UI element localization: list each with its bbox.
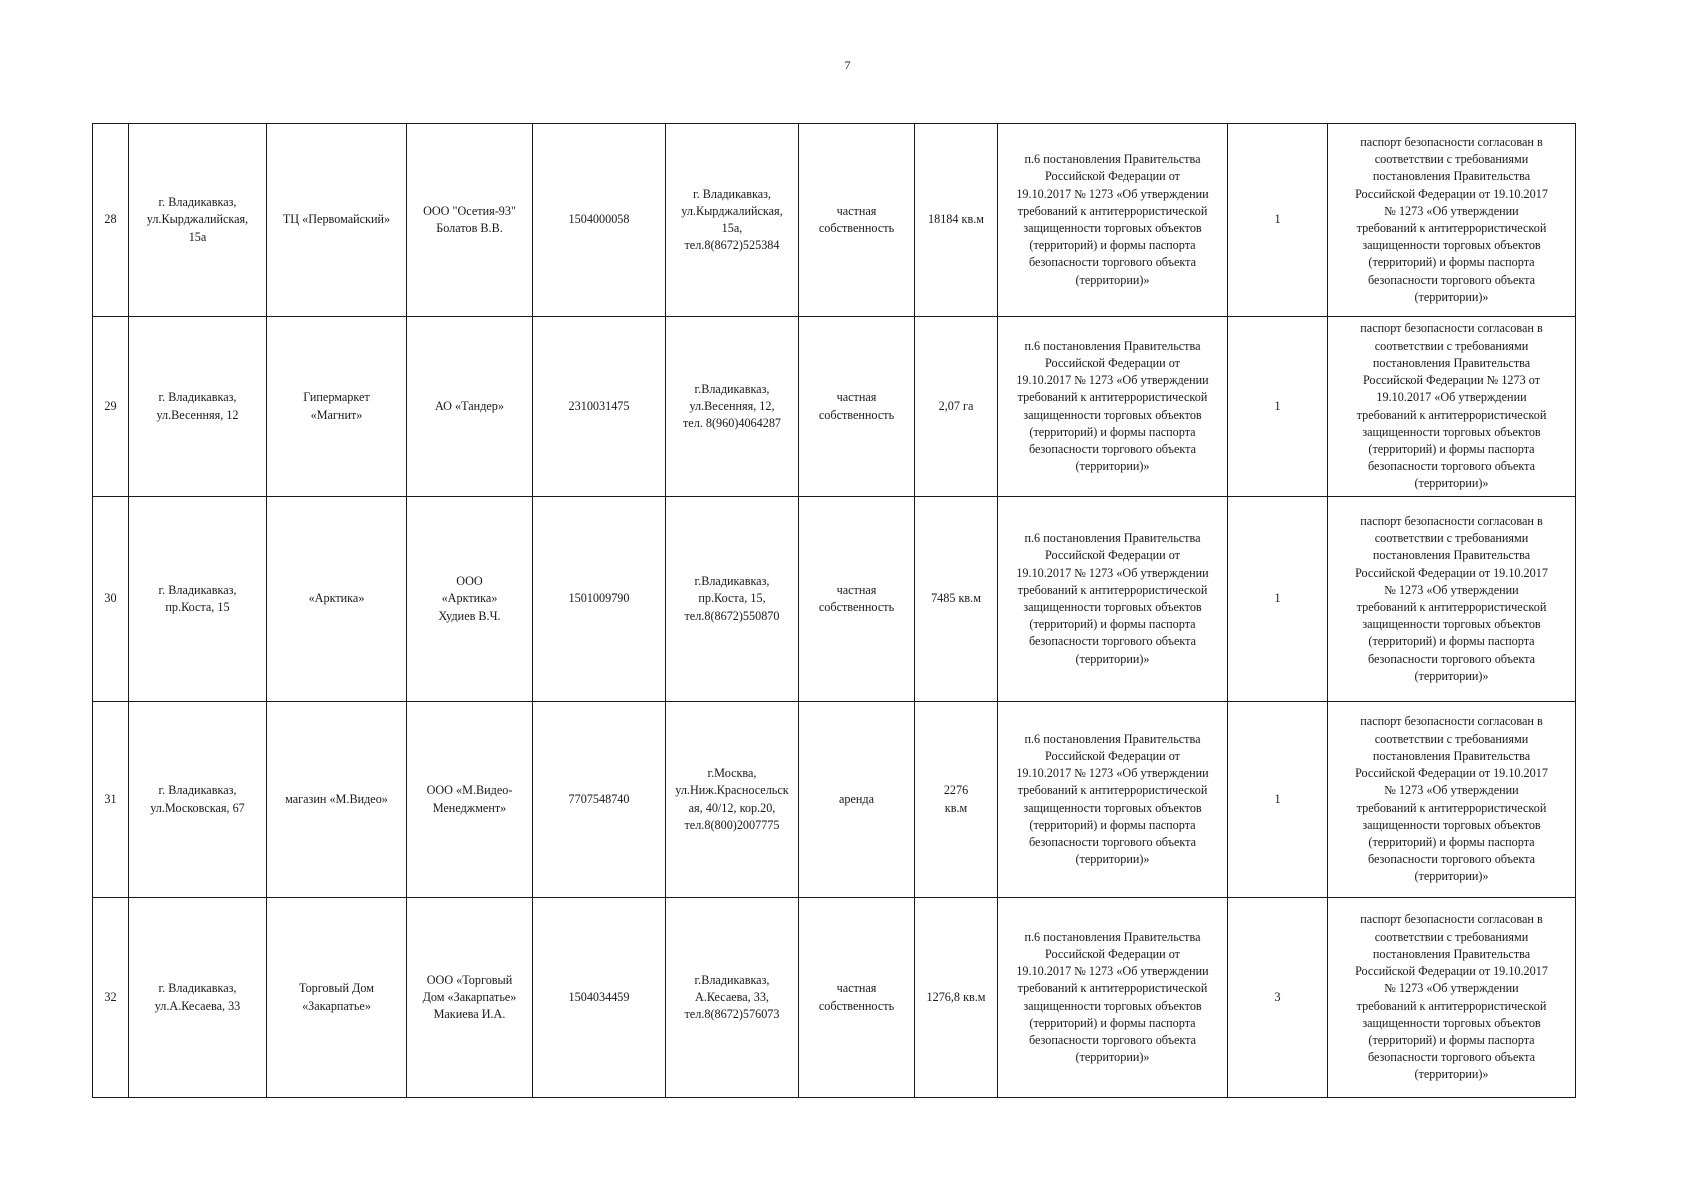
area: 2276 кв.м	[915, 702, 998, 898]
contact-address: г.Владикавказ, ул.Весенняя, 12, тел. 8(960)4064287	[666, 317, 799, 497]
object-name: Гипермаркет «Магнит»	[267, 317, 407, 497]
row-number: 29	[93, 317, 129, 497]
category: 1	[1228, 702, 1328, 898]
owner: АО «Тандер»	[407, 317, 533, 497]
owner: ООО «М.Видео- Менеджмент»	[407, 702, 533, 898]
legal-basis: п.6 постановления Правительства Российской Федерации от 19.10.2017 № 1273 «Об утверждении требований к антитеррористической защищенности торговых объектов (территорий) и формы паспорта безопасности торгового объекта (территории)»	[998, 317, 1228, 497]
table-row	[93, 124, 1576, 317]
ownership-type: частная собственность	[799, 898, 915, 1098]
legal-basis: п.6 постановления Правительства Российской Федерации от 19.10.2017 № 1273 «Об утверждении требований к антитеррористической защищенности торговых объектов (территорий) и формы паспорта безопасности торгового объекта (территории)»	[998, 898, 1228, 1098]
passport-status: паспорт безопасности согласован в соответствии с требованиями постановления Правительства Российской Федерации от 19.10.2017 № 1273 «Об утверждении требований к антитеррористической защищенности торговых объектов (территорий) и формы паспорта безопасности торгового объекта (территории)»	[1328, 124, 1576, 317]
category: 1	[1228, 317, 1328, 497]
passport-status: паспорт безопасности согласован в соответствии с требованиями постановления Правительства Российской Федерации № 1273 от 19.10.2017 «Об утверждении требований к антитеррористической защищенности торговых объектов (территорий) и формы паспорта безопасности торгового объекта (территории)»	[1328, 317, 1576, 497]
object-address: г. Владикавказ, ул.Московская, 67	[129, 702, 267, 898]
inn: 1504034459	[533, 898, 666, 1098]
area: 18184 кв.м	[915, 124, 998, 317]
legal-basis: п.6 постановления Правительства Российской Федерации от 19.10.2017 № 1273 «Об утверждении требований к антитеррористической защищенности торговых объектов (территорий) и формы паспорта безопасности торгового объекта (территории)»	[998, 702, 1228, 898]
row-number: 30	[93, 497, 129, 702]
contact-address: г.Владикавказ, пр.Коста, 15, тел.8(8672)550870	[666, 497, 799, 702]
passport-status: паспорт безопасности согласован в соответствии с требованиями постановления Правительства Российской Федерации от 19.10.2017 № 1273 «Об утверждении требований к антитеррористической защищенности торговых объектов (территорий) и формы паспорта безопасности торгового объекта (территории)»	[1328, 898, 1576, 1098]
passport-status: паспорт безопасности согласован в соответствии с требованиями постановления Правительства Российской Федерации от 19.10.2017 № 1273 «Об утверждении требований к антитеррористической защищенности торговых объектов (территорий) и формы паспорта безопасности торгового объекта (территории)»	[1328, 702, 1576, 898]
table-row	[93, 898, 1576, 1098]
contact-address: г. Владикавказ, ул.Кырджалийская, 15а, тел.8(8672)525384	[666, 124, 799, 317]
category: 1	[1228, 124, 1328, 317]
table-row	[93, 317, 1576, 497]
inn: 7707548740	[533, 702, 666, 898]
table-row	[93, 702, 1576, 898]
ownership-type: частная собственность	[799, 497, 915, 702]
legal-basis: п.6 постановления Правительства Российской Федерации от 19.10.2017 № 1273 «Об утверждении требований к антитеррористической защищенности торговых объектов (территорий) и формы паспорта безопасности торгового объекта (территории)»	[998, 497, 1228, 702]
owner: ООО «Торговый Дом «Закарпатье» Макиева И.А.	[407, 898, 533, 1098]
object-name: магазин «М.Видео»	[267, 702, 407, 898]
table-row	[93, 497, 1576, 702]
ownership-type: частная собственность	[799, 124, 915, 317]
ownership-type: аренда	[799, 702, 915, 898]
object-name: ТЦ «Первомайский»	[267, 124, 407, 317]
area: 2,07 га	[915, 317, 998, 497]
object-address: г. Владикавказ, ул.Весенняя, 12	[129, 317, 267, 497]
object-address: г. Владикавказ, пр.Коста, 15	[129, 497, 267, 702]
row-number: 32	[93, 898, 129, 1098]
owner: ООО "Осетия-93" Болатов В.В.	[407, 124, 533, 317]
row-number: 28	[93, 124, 129, 317]
object-name: «Арктика»	[267, 497, 407, 702]
area: 7485 кв.м	[915, 497, 998, 702]
registry-table	[92, 123, 1576, 1098]
contact-address: г.Владикавказ, А.Кесаева, 33, тел.8(8672)576073	[666, 898, 799, 1098]
object-address: г. Владикавказ, ул.Кырджалийская, 15а	[129, 124, 267, 317]
object-name: Торговый Дом «Закарпатье»	[267, 898, 407, 1098]
page-number: 7	[844, 58, 851, 72]
area: 1276,8 кв.м	[915, 898, 998, 1098]
object-address: г. Владикавказ, ул.А.Кесаева, 33	[129, 898, 267, 1098]
owner: ООО «Арктика» Худиев В.Ч.	[407, 497, 533, 702]
category: 1	[1228, 497, 1328, 702]
contact-address: г.Москва, ул.Ниж.Красносельск ая, 40/12, кор.20, тел.8(800)2007775	[666, 702, 799, 898]
ownership-type: частная собственность	[799, 317, 915, 497]
inn: 1501009790	[533, 497, 666, 702]
inn: 2310031475	[533, 317, 666, 497]
legal-basis: п.6 постановления Правительства Российской Федерации от 19.10.2017 № 1273 «Об утверждении требований к антитеррористической защищенности торговых объектов (территорий) и формы паспорта безопасности торгового объекта (территории)»	[998, 124, 1228, 317]
passport-status: паспорт безопасности согласован в соответствии с требованиями постановления Правительства Российской Федерации от 19.10.2017 № 1273 «Об утверждении требований к антитеррористической защищенности торговых объектов (территорий) и формы паспорта безопасности торгового объекта (территории)»	[1328, 497, 1576, 702]
category: 3	[1228, 898, 1328, 1098]
row-number: 31	[93, 702, 129, 898]
inn: 1504000058	[533, 124, 666, 317]
